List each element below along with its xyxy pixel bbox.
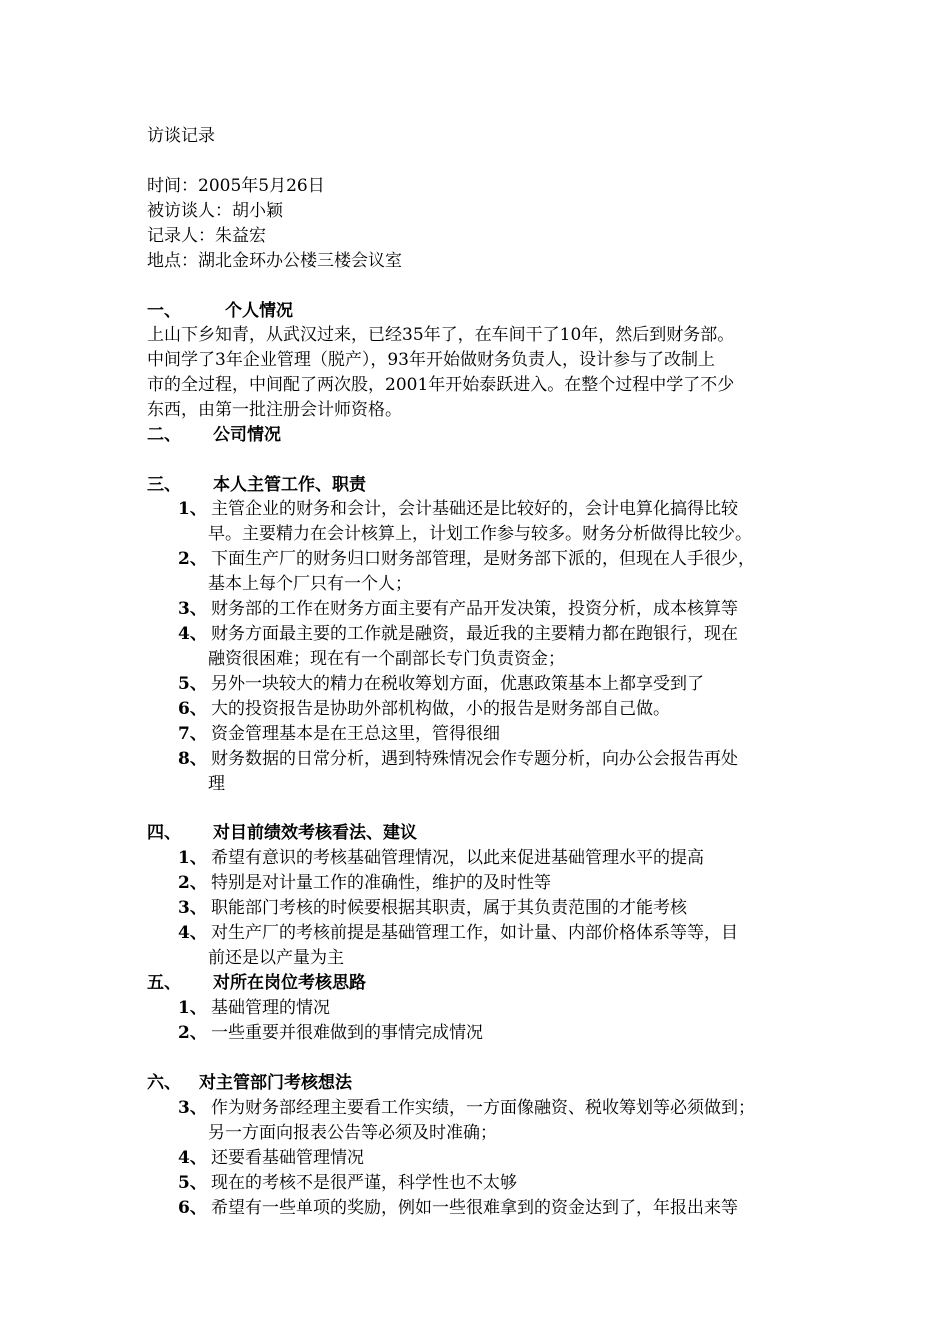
section-number: 二、 [147, 425, 181, 445]
section-number: 五、 [147, 973, 181, 993]
item-text: 作为财务部经理主要看工作实绩，一方面像融资、税收筹划等必须做到； [211, 1098, 755, 1118]
item-number: 1、 [178, 499, 207, 519]
item-text: 资金管理基本是在王总这里，管得很细 [211, 724, 500, 744]
meta-time: 时间：2005年5月26日 [147, 176, 325, 196]
list-item [178, 1146, 364, 1170]
item-number: 2、 [178, 1023, 207, 1043]
item-text: 下面生产厂的财务归口财务部管理，是财务部下派的，但现在人手很少， [211, 549, 755, 569]
list-item [178, 896, 687, 920]
list-item [178, 871, 551, 895]
item-text: 希望有意识的考核基础管理情况，以此来促进基础管理水平的提高 [211, 848, 704, 868]
item-number: 6、 [178, 1198, 207, 1218]
item-continuation: 另一方面向报表公告等必须及时准确； [208, 1123, 497, 1143]
item-number: 5、 [178, 674, 207, 694]
list-item [178, 672, 704, 696]
list-item [178, 497, 738, 521]
item-continuation: 融资很困难；现在有一个副部长专门负责资金； [208, 649, 565, 669]
section-title: 本人主管工作、职责 [213, 475, 366, 495]
item-text: 财务部的工作在财务方面主要有产品开发决策，投资分析，成本核算等 [211, 599, 738, 619]
item-text: 大的投资报告是协助外部机构做，小的报告是财务部自己做。 [211, 699, 670, 719]
item-text: 特别是对计量工作的准确性，维护的及时性等 [211, 873, 551, 893]
list-item [178, 697, 670, 721]
item-text: 财务数据的日常分析，遇到特殊情况会作专题分析，向办公会报告再处 [211, 749, 738, 769]
section-heading [147, 423, 281, 447]
paragraph-line: 上山下乡知青，从武汉过来，已经35年了，在车间干了10年，然后到财务部。 [147, 325, 735, 345]
meta-place: 地点：湖北金环办公楼三楼会议室 [147, 251, 402, 271]
item-number: 2、 [178, 873, 207, 893]
paragraph-line: 中间学了3年企业管理（脱产），93年开始做财务负责人，设计参与了改制上 [147, 350, 715, 370]
item-continuation: 前还是以产量为主 [208, 948, 344, 968]
item-number: 4、 [178, 624, 207, 644]
item-number: 4、 [178, 923, 207, 943]
item-number: 3、 [178, 898, 207, 918]
list-item [178, 597, 738, 621]
item-number: 1、 [178, 848, 207, 868]
section-title: 对所在岗位考核思路 [213, 973, 366, 993]
item-number: 2、 [178, 549, 207, 569]
item-text: 还要看基础管理情况 [211, 1148, 364, 1168]
item-number: 5、 [178, 1173, 207, 1193]
section-heading [147, 473, 366, 497]
section-number: 四、 [147, 823, 181, 843]
section-title: 对主管部门考核想法 [199, 1073, 352, 1093]
meta-interviewee: 被访谈人：胡小颖 [147, 201, 283, 221]
item-text: 现在的考核不是很严谨，科学性也不太够 [211, 1173, 517, 1193]
list-item [178, 547, 755, 571]
list-item [178, 1171, 517, 1195]
item-text: 财务方面最主要的工作就是融资，最近我的主要精力都在跑银行，现在 [211, 624, 738, 644]
item-text: 对生产厂的考核前提是基础管理工作，如计量、内部价格体系等等，目 [211, 923, 738, 943]
item-number: 3、 [178, 599, 207, 619]
item-number: 6、 [178, 699, 207, 719]
list-item [178, 1021, 483, 1045]
paragraph-line: 东西，由第一批注册会计师资格。 [147, 400, 402, 420]
item-continuation: 理 [208, 774, 225, 794]
item-text: 职能部门考核的时候要根据其职责，属于其负责范围的才能考核 [211, 898, 687, 918]
list-item [178, 996, 330, 1020]
list-item [178, 921, 738, 945]
item-number: 4、 [178, 1148, 207, 1168]
section-title: 对目前绩效考核看法、建议 [213, 823, 417, 843]
meta-recorder: 记录人：朱益宏 [147, 226, 266, 246]
section-heading [147, 299, 293, 323]
item-number: 7、 [178, 724, 207, 744]
list-item [178, 622, 738, 646]
item-text: 基础管理的情况 [211, 998, 330, 1018]
list-item [178, 1096, 755, 1120]
list-item [178, 1196, 738, 1220]
section-number: 一、 [147, 301, 181, 321]
section-number: 六、 [147, 1073, 181, 1093]
paragraph-line: 市的全过程，中间配了两次股，2001年开始泰跃进入。在整个过程中学了不少 [147, 375, 735, 395]
section-heading [147, 1071, 352, 1095]
item-text: 一些重要并很难做到的事情完成情况 [211, 1023, 483, 1043]
item-text: 主管企业的财务和会计，会计基础还是比较好的，会计电算化搞得比较 [211, 499, 738, 519]
item-number: 3、 [178, 1098, 207, 1118]
item-number: 8、 [178, 749, 207, 769]
section-heading [147, 971, 366, 995]
item-continuation: 基本上每个厂只有一个人； [208, 574, 412, 594]
list-item [178, 722, 500, 746]
section-title: 公司情况 [213, 425, 281, 445]
item-text: 另外一块较大的精力在税收筹划方面，优惠政策基本上都享受到了 [211, 674, 704, 694]
list-item [178, 747, 738, 771]
list-item [178, 846, 704, 870]
section-number: 三、 [147, 475, 181, 495]
item-text: 希望有一些单项的奖励，例如一些很难拿到的资金达到了，年报出来等 [211, 1198, 738, 1218]
item-continuation: 早。主要精力在会计核算上，计划工作参与较多。财务分析做得比较少。 [208, 524, 752, 544]
item-number: 1、 [178, 998, 207, 1018]
document-title: 访谈记录 [147, 126, 215, 146]
section-heading [147, 821, 417, 845]
section-title: 个人情况 [225, 301, 293, 321]
